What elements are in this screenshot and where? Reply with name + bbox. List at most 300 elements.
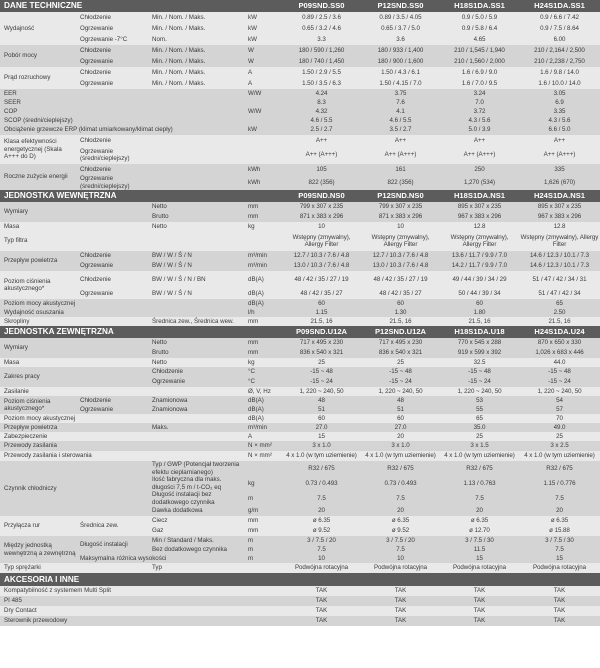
indoor-mode-label: Ogrzewanie [78,289,150,299]
technical-param-label: Pobór mocy [0,45,78,67]
technical-value-cell: 3.72 [440,107,519,116]
technical-param-label: SCOP (średni/cieplejszy) [0,116,246,125]
outdoor-row [0,414,600,423]
outdoor-value-cell: 10 [282,554,361,563]
indoor-value-cell: Wstępny (zmywalny), Allergy Filter [361,231,440,251]
technical-value-cell: 8.3 [282,98,361,107]
outdoor-unit: kg [246,476,282,491]
indoor-param-label: Poziom ciśnienia akustycznego* [0,271,78,299]
outdoor-condition-label [150,441,246,451]
outdoor-value-cell: 1.13 / 0.763 [440,476,519,491]
indoor-header-model-header: P09SND.NS0 [282,190,361,202]
indoor-param-label: Typ filtra [0,231,150,251]
indoor-header-model-header: H18S1DA.NS1 [440,190,519,202]
indoor-header-title: JEDNOSTKA WEWNĘTRZNA [0,190,282,202]
outdoor-condition-label: Chłodzenie [150,367,246,377]
indoor-value-cell: Wstępny (zmywalny), Allergy Filter [282,231,361,251]
outdoor-row [0,396,600,405]
outdoor-value-cell: 7.5 [361,545,440,554]
outdoor-param-label: Przyłącza rur [0,516,78,536]
technical-value-cell: 1.6 / 10.0 / 14.0 [519,78,600,89]
indoor-row [0,317,600,326]
technical-value-cell: 180 / 590 / 1,260 [282,45,361,56]
outdoor-row [0,516,600,526]
indoor-value-cell: 50 / 44 / 39 / 34 [440,289,519,299]
accessories-row [0,606,600,616]
technical-row [0,107,600,116]
outdoor-row [0,358,600,367]
technical-value-cell: 7.0 [440,98,519,107]
outdoor-value-cell: 4 x 1.0 (w tym uziemienie) [519,451,600,461]
outdoor-row [0,536,600,545]
technical-unit: A [246,78,282,89]
outdoor-value-cell: 717 x 495 x 230 [361,338,440,348]
technical-mode-label [78,98,150,107]
indoor-value-cell: Wstępny (zmywalny), Allergy Filter [519,231,600,251]
indoor-value-cell: 65 [519,299,600,308]
technical-value-cell: 3.24 [440,89,519,98]
outdoor-value-cell: 20 [440,506,519,516]
technical-condition-label: Min. / Nom. / Maks. [150,56,246,67]
indoor-value-cell: 14.2 / 11.7 / 9.9 / 7.0 [440,261,519,271]
outdoor-row [0,405,600,414]
technical-unit: A [246,67,282,78]
outdoor-value-cell: 25 [440,432,519,441]
outdoor-value-cell: 836 x 540 x 321 [361,348,440,358]
indoor-row [0,222,600,231]
accessory-label: PI 485 [0,596,282,606]
technical-value-cell: A++ (A+++) [361,146,440,164]
indoor-condition-label [150,231,246,251]
outdoor-condition-label [150,451,246,461]
indoor-value-cell: 48 / 42 / 35 / 27 [361,289,440,299]
technical-row [0,67,600,78]
indoor-param-label: Wymiary [0,202,150,222]
technical-unit: kW [246,34,282,45]
technical-condition-label [150,89,246,98]
outdoor-value-cell: ø 9.52 [361,526,440,536]
outdoor-value-cell: 7.5 [519,491,600,506]
outdoor-header-model-header: H18S1DA.U18 [440,326,519,338]
indoor-condition-label: BW / W / Ś / N [150,251,246,261]
outdoor-header-model-header: P12SND.U12A [361,326,440,338]
outdoor-value-cell: 4 x 1.0 (w tym uziemienie) [282,451,361,461]
accessories-header-row [0,573,600,586]
outdoor-param-label: Przewody zasilania i sterowania [0,451,150,461]
accessory-value: TAK [361,616,440,626]
outdoor-row [0,423,600,432]
technical-value-cell: 0.65 / 3.2 / 4.6 [282,23,361,34]
outdoor-mode-label: Ogrzewanie [78,405,150,414]
outdoor-param-label: Wymiary [0,338,150,358]
technical-row [0,23,600,34]
indoor-value-cell: 895 x 307 x 235 [440,202,519,212]
indoor-mode-label: Chłodzenie [78,271,150,289]
outdoor-value-cell: 60 [361,414,440,423]
outdoor-value-cell: -15 ~ 48 [282,367,361,377]
technical-value-cell: A++ (A+++) [282,146,361,164]
technical-value-cell: 0.89 / 3.5 / 4.05 [361,12,440,23]
outdoor-condition-label: Dawka dodatkowa [150,506,246,516]
technical-header-row [0,0,600,12]
indoor-unit: l/h [246,308,282,317]
technical-value-cell: 822 (356) [282,175,361,190]
technical-value-cell: 1.50 / 4.3 / 6.1 [361,67,440,78]
technical-value-cell: 1.50 / 3.5 / 6.3 [282,78,361,89]
technical-unit: W/W [246,107,282,116]
indoor-value-cell: 871 x 383 x 296 [361,212,440,222]
outdoor-value-cell: 35.0 [440,423,519,432]
technical-condition-label: Nom. [150,34,246,45]
accessory-value: TAK [519,596,600,606]
indoor-unit: mm [246,317,282,326]
outdoor-value-cell: 1, 220 ~ 240, 50 [282,387,361,396]
outdoor-value-cell: 20 [519,506,600,516]
technical-row [0,116,600,125]
technical-value-cell: 180 / 740 / 1,450 [282,56,361,67]
indoor-value-cell: 49 / 44 / 39 / 34 / 29 [440,271,519,289]
accessory-value: TAK [361,606,440,616]
outdoor-unit: Ø, V, Hz [246,387,282,396]
outdoor-condition-label: Typ [150,563,246,573]
indoor-value-cell: 60 [282,299,361,308]
technical-unit [246,146,282,164]
outdoor-value-cell: -15 ~ 24 [361,377,440,387]
technical-unit: kWh [246,175,282,190]
outdoor-value-cell: 27.0 [282,423,361,432]
outdoor-mode-label: Maksymalna różnica wysokości [78,554,246,563]
technical-value-cell: 210 / 1,545 / 1,940 [440,45,519,56]
outdoor-condition-label [150,414,246,423]
accessory-value: TAK [282,586,361,596]
indoor-value-cell: 12.7 / 10.3 / 7.6 / 4.8 [282,251,361,261]
outdoor-value-cell: Podwójna rotacyjna [361,563,440,573]
indoor-unit [246,231,282,251]
technical-value-cell: 161 [361,164,440,175]
accessory-value: TAK [519,586,600,596]
outdoor-value-cell: 20 [282,506,361,516]
technical-mode-label: Ogrzewanie [78,78,150,89]
technical-condition-label [150,164,246,175]
outdoor-unit: mm [246,338,282,348]
outdoor-param-label: Zakres pracy [0,367,150,387]
indoor-unit: kg [246,222,282,231]
technical-condition-label [150,107,246,116]
outdoor-unit: m³/min [246,423,282,432]
indoor-mode-label: Ogrzewanie [78,261,150,271]
technical-value-cell: 3.75 [361,89,440,98]
outdoor-row [0,441,600,451]
indoor-unit: dB(A) [246,271,282,289]
technical-value-cell: 1.6 / 9.8 / 14.0 [519,67,600,78]
technical-header-title: DANE TECHNICZNE [0,0,282,12]
technical-value-cell: 105 [282,164,361,175]
indoor-header-model-header: H24S1DA.NS1 [519,190,600,202]
technical-mode-label: Chłodzenie [78,45,150,56]
outdoor-unit: mm [246,348,282,358]
indoor-unit: dB(A) [246,299,282,308]
outdoor-value-cell: 25 [282,358,361,367]
technical-value-cell: 210 / 1,560 / 2,000 [440,56,519,67]
indoor-condition-label: Brutto [150,212,246,222]
outdoor-condition-label: Min / Standard / Maks. [150,536,246,545]
technical-row [0,12,600,23]
outdoor-value-cell: Podwójna rotacyjna [519,563,600,573]
technical-header-model-header: H18S1DA.SS1 [440,0,519,12]
technical-header-model-header: P09SND.SS0 [282,0,361,12]
technical-mode-label: Ogrzewanie -7°C [78,34,150,45]
indoor-condition-label: BW / W / Ś / N [150,261,246,271]
technical-value-cell: 3.3 [282,34,361,45]
technical-value-cell: 180 / 933 / 1,400 [361,45,440,56]
technical-param-label: SEER [0,98,78,107]
technical-unit: W [246,45,282,56]
indoor-param-label: Skropliny [0,317,150,326]
outdoor-header-model-header: P09SND.U12A [282,326,361,338]
outdoor-value-cell: 7.5 [361,491,440,506]
technical-value-cell: 4.24 [282,89,361,98]
technical-row [0,34,600,45]
indoor-value-cell: 60 [440,299,519,308]
outdoor-param-label: Czynnik chłodniczy [0,461,150,516]
outdoor-value-cell: ø 6.35 [440,516,519,526]
indoor-condition-label: BW / W / Ś / N [150,289,246,299]
accessory-value: TAK [361,586,440,596]
outdoor-unit: m [246,554,282,563]
technical-value-cell: 1.6 / 6.9 / 9.0 [440,67,519,78]
indoor-row [0,271,600,289]
technical-value-cell: 3.05 [519,89,600,98]
technical-condition-label [150,98,246,107]
indoor-header-model-header: P12SND.NS0 [361,190,440,202]
indoor-row [0,289,600,299]
outdoor-value-cell: 7.5 [282,545,361,554]
outdoor-value-cell: 7.5 [440,491,519,506]
outdoor-unit: g/m [246,506,282,516]
indoor-unit: mm [246,212,282,222]
indoor-condition-label: BW / W / Ś / N / BN [150,271,246,289]
outdoor-unit: kg [246,358,282,367]
outdoor-row [0,432,600,441]
technical-value-cell: 6.00 [519,34,600,45]
indoor-param-label: Poziom mocy akustycznej [0,299,150,308]
technical-value-cell: 822 (356) [361,175,440,190]
indoor-value-cell: 21.5, 16 [519,317,600,326]
technical-value-cell: 4.6 / 5.5 [361,116,440,125]
technical-value-cell: 4.3 / 5.6 [440,116,519,125]
outdoor-unit: m [246,536,282,545]
technical-value-cell: A++ [519,135,600,146]
accessory-value: TAK [440,596,519,606]
outdoor-condition-label: Netto [150,338,246,348]
outdoor-value-cell: 870 x 650 x 330 [519,338,600,348]
indoor-value-cell: 48 / 42 / 35 / 27 / 19 [282,271,361,289]
technical-value-cell: 250 [440,164,519,175]
outdoor-param-label: Typ sprężarki [0,563,150,573]
outdoor-unit: A [246,432,282,441]
outdoor-value-cell: 44.0 [519,358,600,367]
technical-row [0,164,600,175]
outdoor-param-label: Przewody zasilania [0,441,150,451]
technical-value-cell: A++ (A+++) [440,146,519,164]
outdoor-value-cell: 3 x 1.5 [440,441,519,451]
technical-unit [246,116,282,125]
indoor-value-cell: 12.8 [440,222,519,231]
outdoor-unit: dB(A) [246,414,282,423]
outdoor-value-cell: 3 / 7.5 / 20 [282,536,361,545]
outdoor-condition-label [150,432,246,441]
technical-condition-label: Min. / Nom. / Maks. [150,12,246,23]
outdoor-value-cell: 70 [519,414,600,423]
technical-unit: W [246,56,282,67]
outdoor-value-cell: 3 x 1.0 [282,441,361,451]
indoor-value-cell: 13.6 / 11.7 / 9.9 / 7.0 [440,251,519,261]
outdoor-value-cell: -15 ~ 24 [519,377,600,387]
accessory-value: TAK [282,606,361,616]
technical-param-label: Obciążenie grzewcze ERP (klimat umiarkowany/klimat ciepły) [0,125,246,135]
technical-value-cell: 1.6 / 7.0 / 9.5 [440,78,519,89]
outdoor-value-cell: 60 [282,414,361,423]
technical-value-cell: 0.9 / 5.8 / 6.4 [440,23,519,34]
outdoor-value-cell: -15 ~ 48 [361,367,440,377]
indoor-value-cell: 21.5, 16 [361,317,440,326]
indoor-row [0,308,600,317]
technical-value-cell: 0.9 / 6.6 / 7.42 [519,12,600,23]
technical-row [0,56,600,67]
outdoor-value-cell: 4 x 1.0 (w tym uziemienie) [361,451,440,461]
outdoor-value-cell: ø 9.52 [282,526,361,536]
technical-mode-label: Ogrzewanie [78,56,150,67]
outdoor-value-cell: ø 6.35 [519,516,600,526]
technical-mode-label: Ogrzewanie (średni/cieplejszy) [78,146,150,164]
indoor-value-cell: 1.15 [282,308,361,317]
indoor-value-cell: 895 x 307 x 235 [519,202,600,212]
outdoor-value-cell: 919 x 599 x 392 [440,348,519,358]
indoor-value-cell: 14.6 / 12.3 / 10.1 / 7.3 [519,261,600,271]
outdoor-param-label: Masa [0,358,150,367]
technical-row [0,78,600,89]
outdoor-mode-label: Średnica zew. [78,516,150,536]
technical-value-cell: 0.65 / 3.7 / 5.0 [361,23,440,34]
outdoor-unit [246,461,282,476]
outdoor-value-cell: 27.0 [361,423,440,432]
outdoor-condition-label: Brutto [150,348,246,358]
technical-value-cell: 4.65 [440,34,519,45]
outdoor-unit: m [246,491,282,506]
technical-unit: W/W [246,89,282,98]
outdoor-unit: °C [246,367,282,377]
technical-unit: kWh [246,164,282,175]
technical-condition-label: Min. / Nom. / Maks. [150,45,246,56]
outdoor-param-label: Poziom ciśnienia akustycznego* [0,396,78,414]
technical-mode-label: Ogrzewanie (średni/cieplejszy) [78,175,150,190]
technical-value-cell: 0.9 / 5.0 / 5.9 [440,12,519,23]
outdoor-value-cell: 48 [361,396,440,405]
outdoor-header-model-header: H24S1DA.U24 [519,326,600,338]
technical-value-cell: 335 [519,164,600,175]
outdoor-condition-label [150,387,246,396]
indoor-header-row [0,190,600,202]
technical-value-cell: 180 / 900 / 1,600 [361,56,440,67]
outdoor-value-cell: 20 [361,506,440,516]
outdoor-value-cell: 3 x 1.0 [361,441,440,451]
outdoor-unit: mm [246,526,282,536]
outdoor-value-cell: 1.15 / 0.776 [519,476,600,491]
indoor-value-cell: 871 x 383 x 296 [282,212,361,222]
outdoor-value-cell: R32 / 675 [440,461,519,476]
technical-param-label: COP [0,107,78,116]
indoor-row [0,202,600,212]
outdoor-value-cell: R32 / 675 [519,461,600,476]
outdoor-value-cell: 51 [282,405,361,414]
accessory-value: TAK [440,606,519,616]
outdoor-value-cell: 10 [361,554,440,563]
indoor-value-cell: 1.30 [361,308,440,317]
technical-value-cell: 1,270 (534) [440,175,519,190]
accessory-value: TAK [440,586,519,596]
outdoor-unit: m [246,545,282,554]
outdoor-value-cell: 717 x 495 x 230 [282,338,361,348]
technical-value-cell: 5.0 / 3.9 [440,125,519,135]
indoor-condition-label: Średnica zew., Średnica wew. [150,317,246,326]
outdoor-param-label: Zabezpieczenie [0,432,150,441]
outdoor-condition-label: Maks. [150,423,246,432]
outdoor-unit: dB(A) [246,396,282,405]
indoor-row [0,299,600,308]
outdoor-value-cell: 32.5 [440,358,519,367]
outdoor-value-cell: 0.73 / 0.493 [282,476,361,491]
technical-row [0,135,600,146]
technical-value-cell: 4.3 / 5.6 [519,116,600,125]
outdoor-value-cell: 48 [282,396,361,405]
outdoor-value-cell: ø 12.70 [440,526,519,536]
technical-value-cell: 1,626 (670) [519,175,600,190]
indoor-condition-label [150,299,246,308]
technical-row [0,175,600,190]
technical-value-cell: 0.9 / 7.5 / 8.64 [519,23,600,34]
outdoor-row [0,461,600,476]
outdoor-value-cell: 65 [440,414,519,423]
outdoor-param-label: Zasilanie [0,387,150,396]
outdoor-row [0,338,600,348]
outdoor-row [0,451,600,461]
indoor-value-cell: 51 / 47 / 42 / 34 [519,289,600,299]
technical-value-cell: 4.32 [282,107,361,116]
indoor-value-cell: 14.6 / 12.3 / 10.1 / 7.3 [519,251,600,261]
technical-value-cell: 3.6 [361,34,440,45]
outdoor-value-cell: 25 [519,432,600,441]
indoor-unit: mm [246,202,282,212]
outdoor-header-title: JEDNOSTKA ZEWNĘTRZNA [0,326,282,338]
outdoor-condition-label: Ciecz [150,516,246,526]
indoor-value-cell: 10 [361,222,440,231]
technical-unit: kW [246,12,282,23]
outdoor-condition-label: Ogrzewanie [150,377,246,387]
outdoor-value-cell: 0.73 / 0.493 [361,476,440,491]
outdoor-value-cell: 51 [361,405,440,414]
technical-value-cell: A++ (A+++) [519,146,600,164]
outdoor-value-cell: -15 ~ 48 [519,367,600,377]
technical-value-cell: A++ [440,135,519,146]
outdoor-mode-label: Chłodzenie [78,396,150,405]
outdoor-value-cell: 54 [519,396,600,405]
indoor-condition-label [150,308,246,317]
outdoor-value-cell: ø 6.35 [282,516,361,526]
technical-param-label: Roczne zużycie energii [0,164,78,190]
technical-unit: kW [246,125,282,135]
outdoor-condition-label: Bez dodatkowego czynnika [150,545,246,554]
outdoor-row [0,387,600,396]
